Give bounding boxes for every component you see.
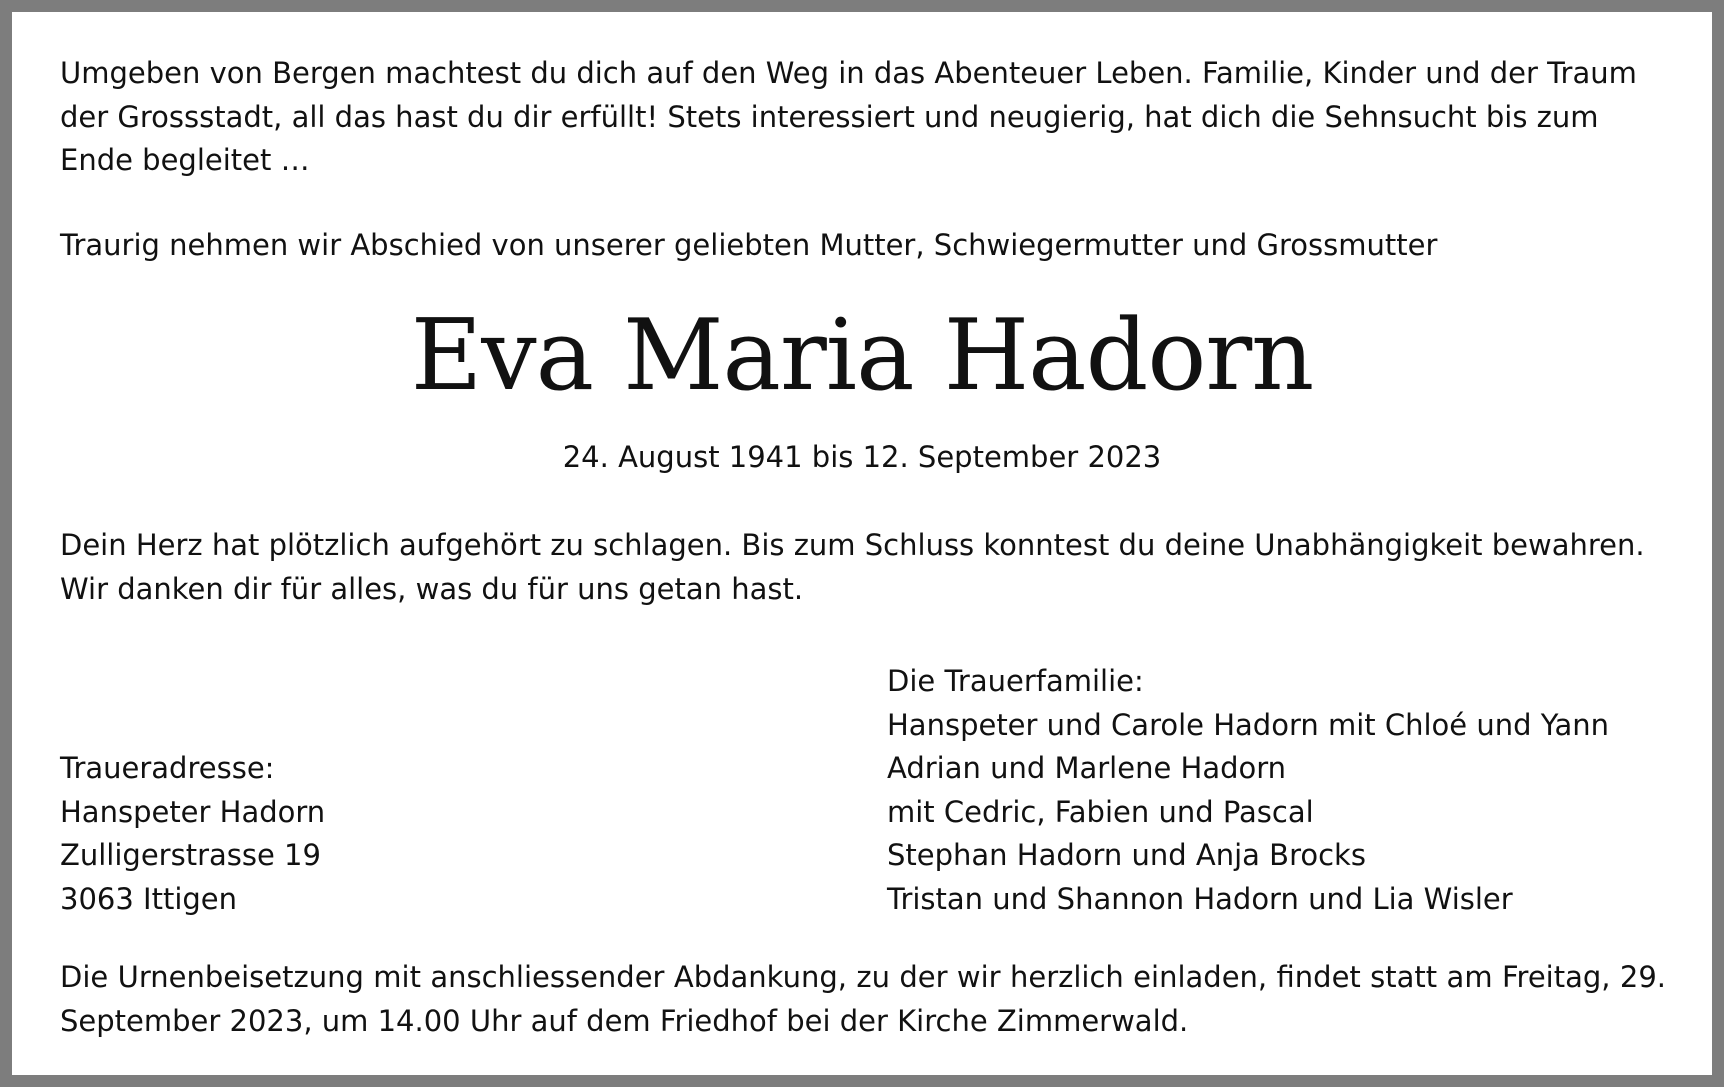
intro-text: Umgeben von Bergen machtest du dich auf den Weg in das Abenteuer Leben. Familie, Kinder und der Traum der Grossstadt, all das hast du dir erfüllt! Stets interessiert und neugierig, hat dich die Sehnsucht bis zum Ende begleitet … [60, 56, 1637, 177]
mourning-address-line: Hanspeter Hadorn [60, 794, 326, 829]
mourning-address-label: Traueradresse: [60, 751, 275, 785]
life-dates: 24. August 1941 bis 12. September 2023 [562, 440, 1162, 474]
mourning-address [60, 747, 325, 921]
mourning-address-line: Zulligerstrasse 19 [60, 838, 321, 872]
family-member-line: mit Cedric, Fabien und Pascal [887, 794, 1314, 829]
intro-paragraph [60, 52, 1666, 183]
ceremony-text: Die Urnenbeisetzung mit anschliessender Abdankung, zu der wir herzlich einladen, findet statt am Freitag, 29. September 2023, um 14.00 Uhr auf dem Friedhof bei der Kirche Zimmerwald. [60, 960, 1666, 1038]
deceased-name: Eva Maria Hadorn [410, 299, 1314, 413]
mourning-address-line: 3063 Ittigen [60, 881, 238, 916]
obituary-notice [12, 12, 1712, 1075]
family-member-line: Stephan Hadorn und Anja Brocks [887, 838, 1366, 872]
tribute-text: Dein Herz hat plötzlich aufgehört zu schlagen. Bis zum Schluss konntest du deine Unabhängigkeit bewahren. Wir danken dir für alles, was du für uns getan hast. [60, 528, 1645, 606]
farewell-line: Traurig nehmen wir Abschied von unserer geliebten Mutter, Schwiegermutter und Grossmutter [60, 228, 1438, 262]
ceremony-paragraph [60, 956, 1666, 1043]
family-member-line: Hanspeter und Carole Hadorn mit Chloé und Yann [887, 707, 1609, 742]
family-member-line: Tristan und Shannon Hadorn und Lia Wisler [887, 881, 1513, 916]
mourning-family-label: Die Trauerfamilie: [887, 664, 1144, 698]
tribute-paragraph [60, 524, 1666, 611]
mourning-family [887, 660, 1609, 921]
family-member-line: Adrian und Marlene Hadorn [887, 751, 1287, 785]
